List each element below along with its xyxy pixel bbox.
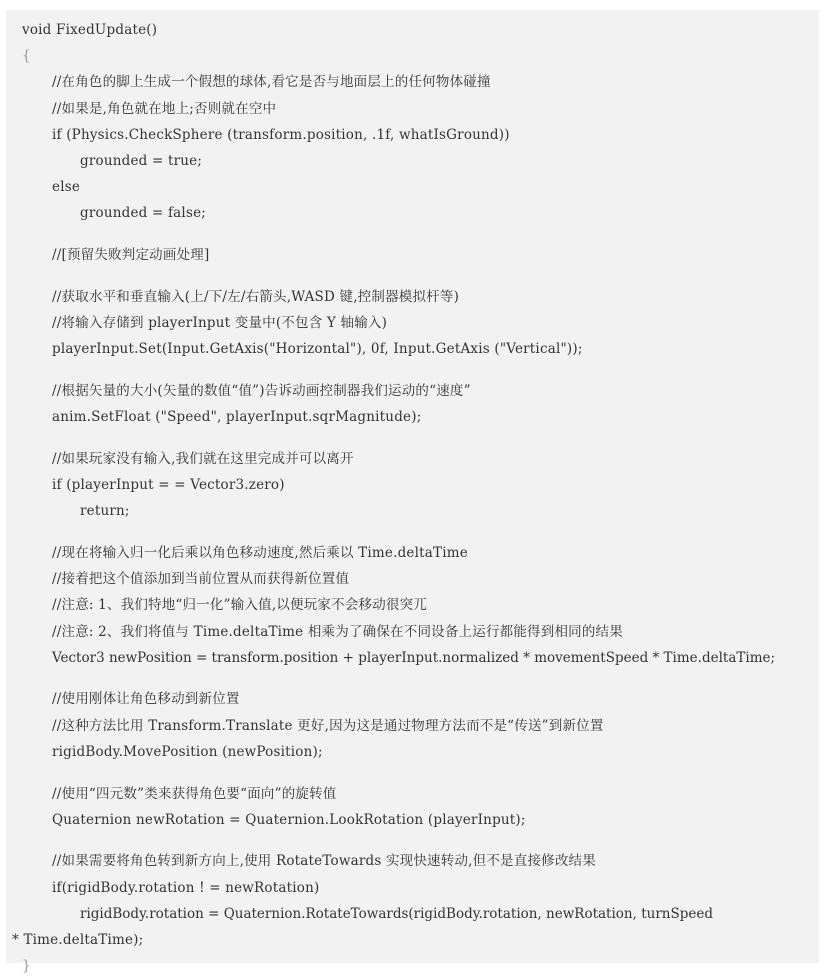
code-line-comment: //获取水平和垂直输入(上/下/左/右箭头,WASD 键,控制器模拟杆等) [52, 288, 460, 305]
code-line-comment: //[预留失败判定动画处理] [52, 247, 210, 264]
code-line-comment: //这种方法比用 Transform.Translate 更好,因为这是通过物理方法而不是“传送”到新位置 [52, 717, 604, 734]
code-continuation [6, 10, 819, 963]
code-line-comment: //使用“四元数”类来获得角色要“面向”的旋转值 [52, 785, 337, 802]
code-line-comment: //如果需要将角色转到新方向上,使用 RotateTowards 实现快速转动,但不是直接修改结果 [52, 853, 596, 870]
code-line-comment: //接着把这个值添加到当前位置从而获得新位置值 [52, 571, 350, 588]
code-line-method-signature: void FixedUpdate() [22, 22, 158, 38]
code-line-else: else [52, 179, 81, 196]
code-line-close-brace: } [22, 958, 31, 975]
code-line-grounded-false: grounded = false; [80, 205, 207, 222]
code-line-comment: //注意: 2、我们将值与 Time.deltaTime 相乘为了确保在不同设备上运行都能得到相同的结果 [52, 623, 623, 640]
code-line-comment: //使用刚体让角色移动到新位置 [52, 691, 240, 708]
code-line-comment: //如果是,角色就在地上;否则就在空中 [52, 100, 277, 117]
code-line-if-rotation: if(rigidBody.rotation ! = newRotation) [52, 879, 320, 896]
code-line-comment: //如果玩家没有输入,我们就在这里完成并可以离开 [52, 450, 354, 467]
code-line-move-position: rigidBody.MovePosition (newPosition); [52, 743, 323, 760]
code-line-return: return; [80, 503, 130, 520]
code-line-anim-setfloat: anim.SetFloat ("Speed", playerInput.sqrMagnitude); [52, 409, 422, 426]
code-line-comment: //根据矢量的大小(矢量的数值“值”)告诉动画控制器我们运动的“速度” [52, 382, 471, 399]
code-line-comment: //在角色的脚上生成一个假想的球体,看它是否与地面层上的任何物体碰撞 [52, 74, 491, 91]
code-line-comment: //将输入存储到 playerInput 变量中(不包含 Y 轴输入) [52, 315, 388, 331]
code-line-comment: //现在将输入归一化后乘以角色移动速度,然后乘以 Time.deltaTime [52, 544, 468, 561]
code-line-comment: //注意: 1、我们特地“归一化”输入值,以便玩家不会移动很突兀 [52, 597, 428, 614]
code-line-open-brace: { [22, 48, 31, 65]
code-line-if-checksphere: if (Physics.CheckSphere (transform.position, .1f, whatIsGround)) [52, 126, 510, 143]
code-line-if-zero: if (playerInput = = Vector3.zero) [52, 477, 285, 493]
code-line-new-position: Vector3 newPosition = transform.position + playerInput.normalized * movementSpeed * Time.deltaTime; [52, 649, 776, 666]
code-line-rotate-towards-wrap: * Time.deltaTime); [12, 932, 144, 948]
code-line-grounded-true: grounded = true; [80, 153, 203, 169]
code-line-player-input-set: playerInput.Set(Input.GetAxis("Horizontal"), 0f, Input.GetAxis ("Vertical")); [52, 341, 583, 358]
code-line-rotate-towards: rigidBody.rotation = Quaternion.RotateTowards(rigidBody.rotation, newRotation, turnSpeed [80, 905, 713, 922]
code-line-new-rotation: Quaternion newRotation = Quaternion.LookRotation (playerInput); [52, 811, 526, 828]
